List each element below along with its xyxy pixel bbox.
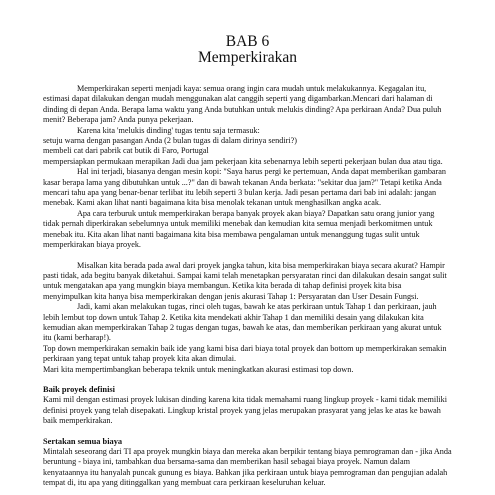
body-paragraph: Top down memperkirakan semakin baik ide yang kami bisa dari biaya total proyek dan bottom up memperkirakan semakin perkiraan yang tepat untuk tahap proyek kita akan dimulai. [43, 343, 447, 364]
body-paragraph: Misalkan kita berada pada awal dari proyek jangka tahun, kita bisa memperkirakan biaya secara akurat? Hampir pasti tidak, ada begitu banyak diketahui. Sampai kami telah menetapkan persyaratan rinci dan dilakukan desain sangat sulit untuk mengatakan apa yang mungkin biaya membangun. Ketika kita berada di tahap definisi proyek kita bisa menyimpulkan kita hanya bisa memperkirakan dengan jenis akurasi Tahap 1: Persyaratan dan User Desain Fungsi. [43, 260, 447, 301]
intro-paragraph: Karena kita 'melukis dinding' tugas tentu saja termasuk: [77, 125, 260, 135]
section-text: Kami mil dengan estimasi proyek lukisan dinding karena kita tidak memahami ruang lingkup proyek - kami tidak memiliki definisi proyek yang telah disepakati. Lingkup kristal proyek yang jelas merupakan prasyarat yang jelas ke atas ke bawah baik memperkirakan. [43, 395, 448, 426]
intro-paragraph: Apa cara terburuk untuk memperkirakan berapa banyak proyek akan biaya? Dapatkan satu orang junior yang tidak pernah diperkirakan sebelumnya untuk memiliki menebak dan kemudian kita semua menjadi berkomitmen untuk menebak itu. Kita akan lihat nanti bagaimana kita bisa membawa pengalaman untuk menanggung tugas sulit untuk memperkirakan biaya proyek. [43, 208, 435, 250]
intro-paragraph: Memperkirakan seperti menjadi kaya: semua orang ingin cara mudah untuk melakukannya. Kegagalan itu, estimasi dapat dilakukan dengan mudah menggunakan alat canggih seperti yang digambarkan.Mencari dari halaman di dinding di depan Anda. Berapa lama waktu yang Anda butuhkan untuk melukis dinding? Apa perkiraan Anda? Dua puluh menit? Beberapa jam? Anda punya pekerjaan. [43, 84, 442, 125]
chapter-title: Memperkirakan [198, 49, 297, 66]
document-body [43, 84, 452, 489]
intro-paragraph: Hal ini terjadi, biasanya dengan mesin kopi: "Saya harus pergi ke pertemuan, Anda dapat memberikan gambaran kasar berapa lama yang dibutuhkan untuk ...?" dan di bawah tekanan Anda berkata: "sekitar dua jam?" Tetapi ketika Anda mencari tahu apa yang benar-benar terlibat itu lebih seperti 3 bulan kerja. Jadi pesan pertama dari bab ini adalah: jangan menebak. Kami akan lihat nanti bagaimana kita bisa menolak tekanan untuk menghasilkan angka acak. [43, 167, 447, 208]
task-line: setuju warna dengan pasangan Anda (2 bulan tugas di dalam dirinya sendiri?) [43, 136, 297, 146]
chapter-number: BAB 6 [225, 33, 270, 50]
section-text: Mintalah seseorang dari TI apa proyek mungkin biaya dan mereka akan berpikir tentang biaya pemrograman dan - jika Anda beruntung - biaya ini, tambahkan dua bersama-sama dan memberikan hasil sebagai biaya proyek. Namun dalam kenyataannya itu hanyalah puncak gunung es biaya. Bahkan jika perkiraan untuk biaya pemrograman dan pengujian adalah tempat di, itu apa yang ditinggalkan yang membuat cara perkiraan keseluruhan keluar. [43, 447, 452, 488]
task-line: mempersiapkan permukaan merapikan Jadi dua jam pekerjaan kita sebenarnya lebih seperti pekerjaan bulan dua atau tiga. [43, 156, 443, 166]
body-paragraph: Mari kita mempertimbangkan beberapa teknik untuk meningkatkan akurasi estimasi top down. [43, 364, 354, 374]
section-heading: Baik proyek definisi [43, 384, 115, 394]
body-paragraph: Jadi, kami akan melakukan tugas, rinci oleh tugas, bawah ke atas perkiraan untuk Tahap 1 dan perkiraan, jauh lebih lembut top down untuk Tahap 2. Ketika kita mendekati akhir Tahap 1 dan memiliki desain yang dilakukan kita kemudian akan memperkirakan Tahap 2 tugas dengan tugas, bawah ke atas, dan memberikan perkiraan yang akurat untuk itu (kami berharap!). [43, 302, 442, 343]
task-line: membeli cat dari pabrik cat butik di Faro, Portugal [43, 146, 209, 156]
section-heading: Sertakan semua biaya [43, 436, 123, 446]
